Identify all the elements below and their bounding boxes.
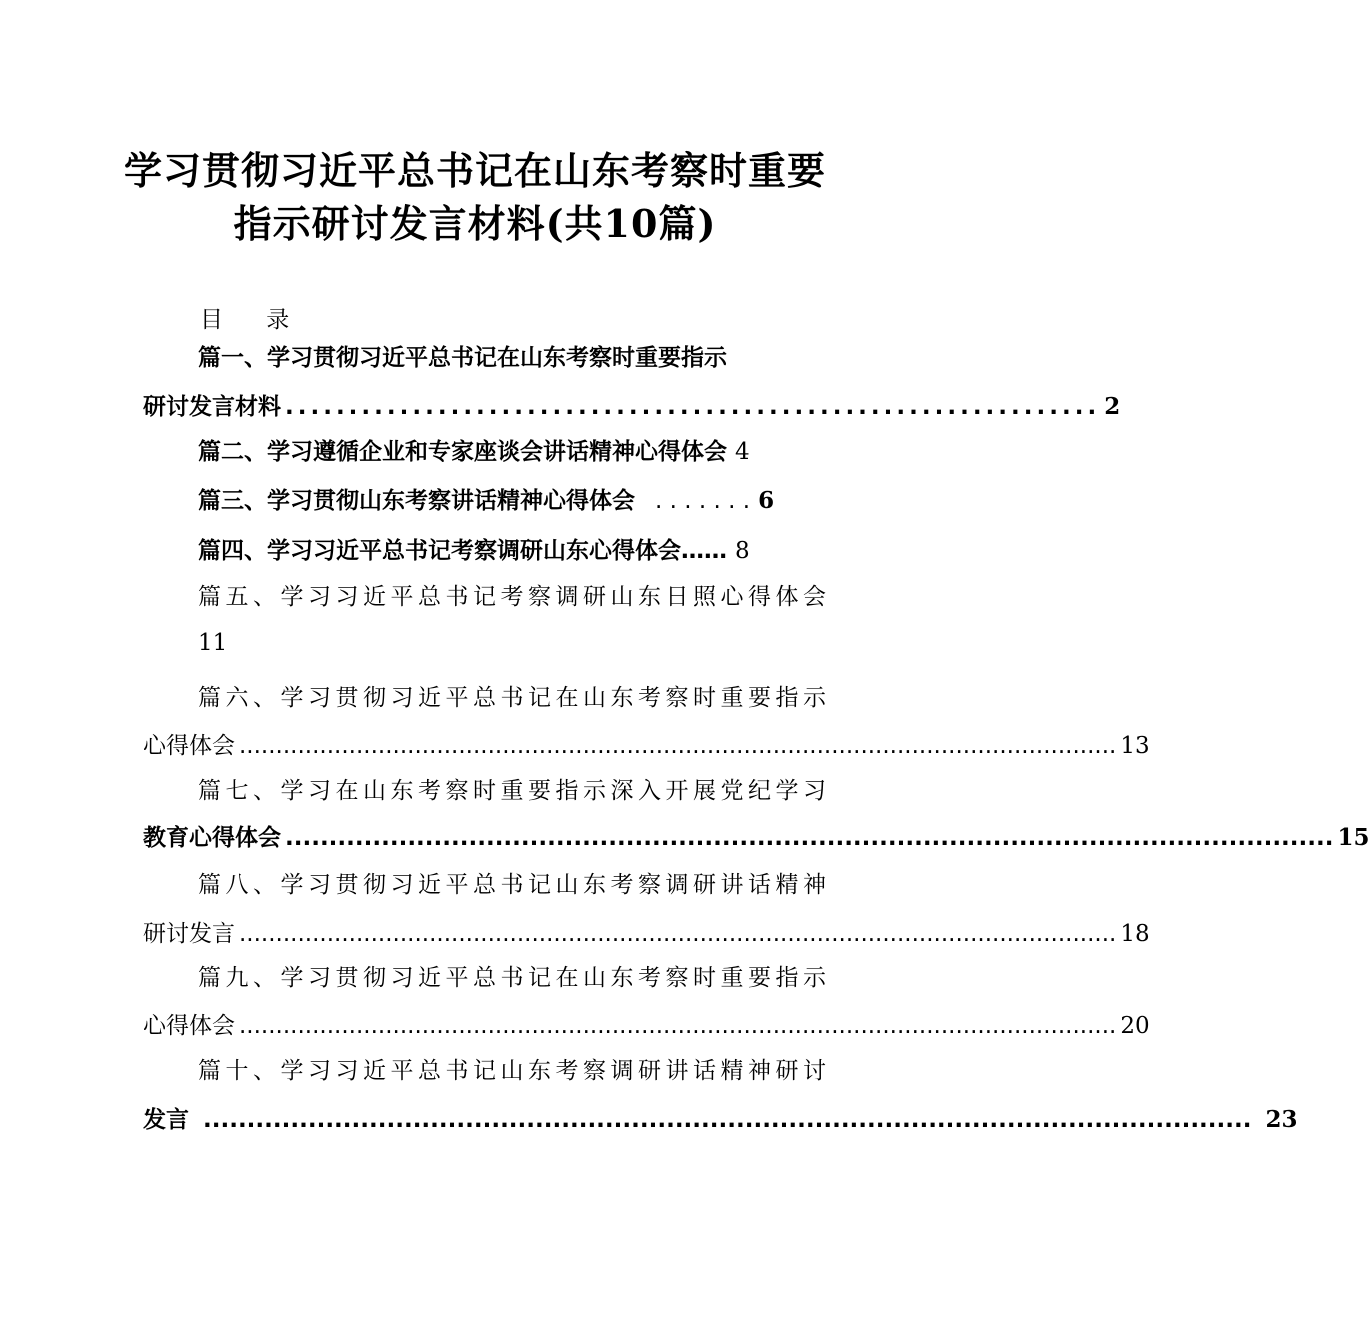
toc-entry-7-cont[interactable]: [143, 824, 1370, 851]
toc-entry-1-page: 2: [1104, 393, 1121, 420]
toc-entry-8-page: 18: [1120, 921, 1150, 947]
toc-entry-3-page: 6: [758, 487, 775, 514]
toc-entry-3[interactable]: [198, 489, 774, 513]
toc-entry-10-title[interactable]: 篇十、学习习近平总书记山东考察调研讲话精神研讨: [198, 1058, 831, 1084]
toc-entry-6-title-cont: 心得体会: [143, 733, 235, 759]
document-title-line-1: 学习贯彻习近平总书记在山东考察时重要: [123, 148, 826, 193]
toc-entry-6-title[interactable]: 篇六、学习贯彻习近平总书记在山东考察时重要指示: [198, 685, 831, 711]
toc-entry-9-cont[interactable]: [143, 1013, 1150, 1039]
toc-entry-1-title-cont: 研讨发言材料: [143, 394, 281, 420]
toc-entry-10-page: 23: [1265, 1106, 1298, 1133]
toc-entry-2[interactable]: [198, 441, 750, 464]
toc-entry-5-title[interactable]: 篇五、学习习近平总书记考察调研山东日照心得体会: [198, 584, 831, 610]
toc-heading: 目 录: [200, 307, 308, 333]
toc-entry-2-page: 4: [735, 439, 750, 465]
toc-entry-5-page[interactable]: 11: [198, 630, 228, 656]
toc-leader-dots: ........................................................................................................................: [239, 921, 1117, 947]
toc-entry-4-title: 篇四、学习习近平总书记考察调研山东心得体会……: [198, 538, 727, 564]
toc-entry-9-title-cont: 心得体会: [143, 1013, 235, 1039]
document-title-line-2: 指示研讨发言材料(共10篇): [233, 201, 717, 246]
toc-entry-1-title[interactable]: 篇一、学习贯彻习近平总书记在山东考察时重要指示: [198, 345, 727, 371]
toc-leader-dots: ........................................................................................................................: [239, 733, 1117, 759]
toc-entry-7-title[interactable]: 篇七、学习在山东考察时重要指示深入开展党纪学习: [198, 778, 831, 804]
toc-leader-dots: ........................................................................................................................: [285, 825, 1334, 851]
toc-leader-dots: ........................................................................................................................: [203, 1107, 1252, 1133]
toc-entry-2-title: 篇二、学习遵循企业和专家座谈会讲话精神心得体会: [198, 439, 727, 465]
toc-entry-6-page: 13: [1120, 733, 1150, 759]
toc-entry-10-title-cont: 发言: [143, 1107, 189, 1133]
toc-entry-8-cont[interactable]: [143, 921, 1150, 947]
toc-entry-9-page: 20: [1120, 1013, 1150, 1039]
toc-entry-8-title-cont: 研讨发言: [143, 921, 235, 947]
toc-entry-6-cont[interactable]: [143, 733, 1150, 759]
toc-entry-4-page: 8: [735, 538, 750, 564]
toc-leader-dots: ........................................................................................................................: [239, 1013, 1117, 1039]
toc-entry-7-page: 15: [1337, 824, 1370, 851]
toc-entry-10-cont[interactable]: [143, 1106, 1298, 1133]
toc-leader-dots: ................................................................: [285, 394, 1101, 420]
toc-entry-3-title: 篇三、学习贯彻山东考察讲话精神心得体会: [198, 488, 635, 514]
toc-entry-4[interactable]: [198, 540, 750, 563]
toc-entry-8-title[interactable]: 篇八、学习贯彻习近平总书记山东考察调研讲话精神: [198, 872, 831, 898]
toc-entry-9-title[interactable]: 篇九、学习贯彻习近平总书记在山东考察时重要指示: [198, 965, 831, 991]
toc-entry-3-dots: . . . . . . .: [655, 488, 751, 514]
toc-entry-7-title-cont: 教育心得体会: [143, 825, 281, 851]
toc-entry-1-cont[interactable]: [143, 393, 1121, 420]
